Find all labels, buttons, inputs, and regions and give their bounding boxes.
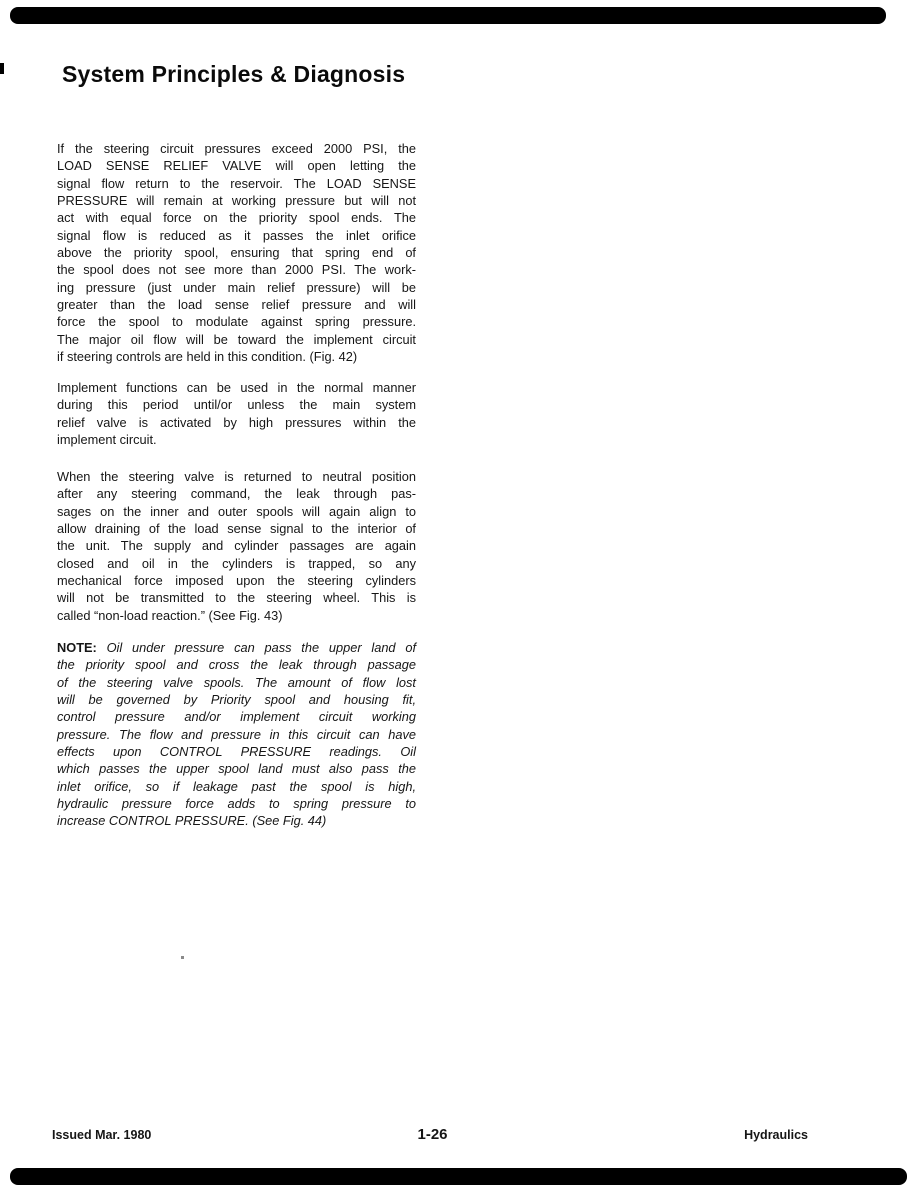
text-line: of the steering valve spools. The amount of flow lost [57, 674, 416, 690]
text-line: signal flow return to the reservoir. The LOAD SENSE [57, 175, 416, 191]
note-paragraph [57, 639, 416, 830]
note-label: NOTE: [57, 640, 107, 655]
text-line: Implement functions can be used in the normal manner [57, 380, 416, 395]
paragraph-implement-functions [57, 379, 416, 448]
text-line: the priority spool and cross the leak through passage [57, 657, 416, 673]
footer-section-label: Hydraulics [744, 1128, 808, 1142]
text-line: effects upon CONTROL PRESSURE readings. Oil [57, 744, 416, 760]
text-line: implement circuit. [57, 432, 157, 448]
text-line: allow draining of the load sense signal to the interior of [57, 521, 416, 537]
text-line: the unit. The supply and cylinder passages are again [57, 538, 416, 554]
text-line: closed and oil in the cylinders is trapped, so any [57, 555, 416, 571]
text-line: will be governed by Priority spool and housing fit, [57, 692, 416, 708]
scan-artifact-left-nub [0, 63, 4, 74]
text-line: LOAD SENSE RELIEF VALVE will open letting the [57, 158, 416, 174]
text-line: force the spool to modulate against spring pressure. [57, 314, 416, 330]
scan-artifact-top-bar [10, 7, 886, 24]
footer-page-number: 1-26 [417, 1126, 448, 1143]
text-line: during this period until/or unless the main system [57, 397, 416, 413]
text-line [57, 639, 416, 656]
page-title: System Principles & Diagnosis [62, 61, 406, 87]
scan-artifact-bottom-bar [10, 1168, 907, 1185]
text-line: PRESSURE will remain at working pressure but will not [57, 193, 416, 209]
text-line: act with equal force on the priority spool ends. The [57, 210, 416, 226]
text-line: signal flow is reduced as it passes the inlet orifice [57, 227, 416, 243]
text-line: called “non-load reaction.” (See Fig. 43) [57, 607, 283, 623]
text-line: ing pressure (just under main relief pressure) will be [57, 279, 416, 295]
text-line: above the priority spool, ensuring that spring end of [57, 245, 416, 261]
paragraph-neutral-position [57, 468, 416, 624]
text-line: control pressure and/or implement circuit working [57, 709, 416, 725]
text-line: will not be transmitted to the steering wheel. This is [57, 590, 416, 606]
note-first-line-text: Oil under pressure can pass the upper land of [106, 640, 416, 655]
paragraph-steering-pressure [57, 140, 416, 365]
footer-issued-date: Issued Mar. 1980 [52, 1128, 152, 1142]
text-line: inlet orifice, so if leakage past the spool is high, [57, 778, 416, 794]
text-line: The major oil flow will be toward the implement circuit [57, 331, 416, 347]
text-line: sages on the inner and outer spools will again align to [57, 503, 416, 519]
text-line: the spool does not see more than 2000 PSI. The work- [57, 262, 416, 278]
text-line: When the steering valve is returned to neutral position [57, 469, 416, 484]
text-line: pressure. The flow and pressure in this circuit can have [57, 726, 416, 742]
text-line: If the steering circuit pressures exceed 2000 PSI, the [57, 141, 416, 156]
text-line: if steering controls are held in this condition. (Fig. 42) [57, 349, 358, 365]
text-line: after any steering command, the leak through pas- [57, 486, 416, 502]
text-line: mechanical force imposed upon the steering cylinders [57, 573, 416, 589]
text-line: increase CONTROL PRESSURE. (See Fig. 44) [57, 813, 327, 829]
text-line: hydraulic pressure force adds to spring pressure to [57, 796, 416, 812]
text-line: greater than the load sense relief pressure and will [57, 297, 416, 313]
text-line: relief valve is activated by high pressures within the [57, 414, 416, 430]
text-line: which passes the upper spool land must also pass the [57, 761, 416, 777]
scan-artifact-speck [181, 956, 184, 959]
